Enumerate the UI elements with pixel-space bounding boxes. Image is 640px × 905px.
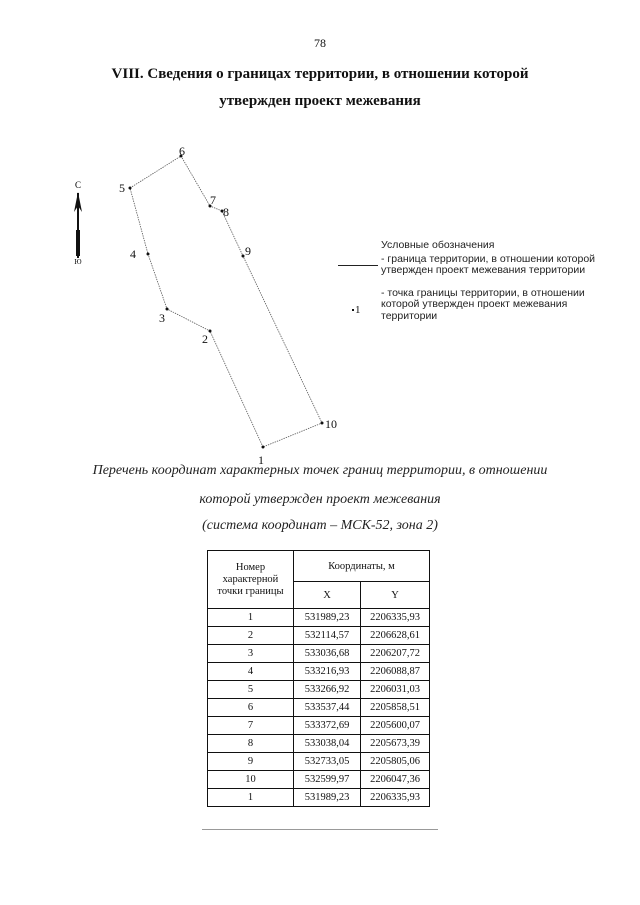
table-row: 7 533372,69 2205600,07	[208, 717, 430, 735]
legend-point-sample: 1	[352, 304, 361, 316]
header-x: X	[294, 582, 361, 609]
table-row: 2 532114,57 2206628,61	[208, 627, 430, 645]
footer-rule	[202, 829, 438, 830]
boundary-point	[166, 308, 169, 311]
legend-boundary-sample	[338, 265, 378, 266]
point-label: 6	[179, 144, 185, 158]
point-label: 8	[223, 205, 229, 219]
table-caption-line1: Перечень координат характерных точек границ территории, в отношении	[92, 463, 548, 478]
point-label: 10	[325, 417, 337, 431]
north-letter: С	[74, 180, 82, 190]
legend-point-text: - точка границы территории, в отношении которой утвержден проект межевания территории	[381, 286, 585, 322]
header-point-number: Номер характерной точки границы	[208, 551, 294, 609]
table-row: 1 531989,23 2206335,93	[208, 789, 430, 807]
legend-title: Условные обозначения	[381, 239, 495, 251]
point-label: 5	[119, 181, 125, 195]
table-caption-line2: которой утвержден проект межевания	[199, 492, 441, 507]
table-row: 10 532599,97 2206047,36	[208, 771, 430, 789]
territory-boundary	[130, 156, 322, 447]
point-label: 3	[159, 311, 165, 325]
table-row: 9 532733,05 2205805,06	[208, 753, 430, 771]
south-letter: Ю	[74, 258, 82, 266]
point-label: 4	[130, 247, 136, 261]
header-y: Y	[361, 582, 430, 609]
legend-boundary-text: - граница территории, в отношении которой утвержден проект межевания территории	[381, 252, 596, 276]
boundary-point	[129, 187, 132, 190]
section-title-line1: VIII. Сведения о границах территории, в отношении которой	[111, 66, 529, 82]
table-row: 3 533036,68 2206207,72	[208, 645, 430, 663]
map-legend	[381, 240, 611, 322]
boundary-point	[147, 253, 150, 256]
boundary-point	[209, 330, 212, 333]
table-row: 4 533216,93 2206088,87	[208, 663, 430, 681]
point-label: 2	[202, 332, 208, 346]
north-arrow-icon	[74, 180, 82, 266]
boundary-point	[321, 422, 324, 425]
boundary-points	[129, 155, 324, 449]
page-number: 78	[314, 36, 326, 50]
table-row: 6 533537,44 2205858,51	[208, 699, 430, 717]
boundary-point	[262, 446, 265, 449]
table-row: 1 531989,23 2206335,93	[208, 609, 430, 627]
point-label: 1	[258, 453, 264, 467]
table-caption-line3: (система координат – МСК-52, зона 2)	[202, 518, 438, 533]
section-title-line2: утвержден проект межевания	[219, 93, 421, 109]
coordinates-table	[207, 550, 430, 807]
header-coordinates: Координаты, м	[294, 551, 430, 582]
table-row: 5 533266,92 2206031,03	[208, 681, 430, 699]
point-label: 9	[245, 244, 251, 258]
table-row: 8 533038,04 2205673,39	[208, 735, 430, 753]
point-label: 7	[210, 193, 216, 207]
